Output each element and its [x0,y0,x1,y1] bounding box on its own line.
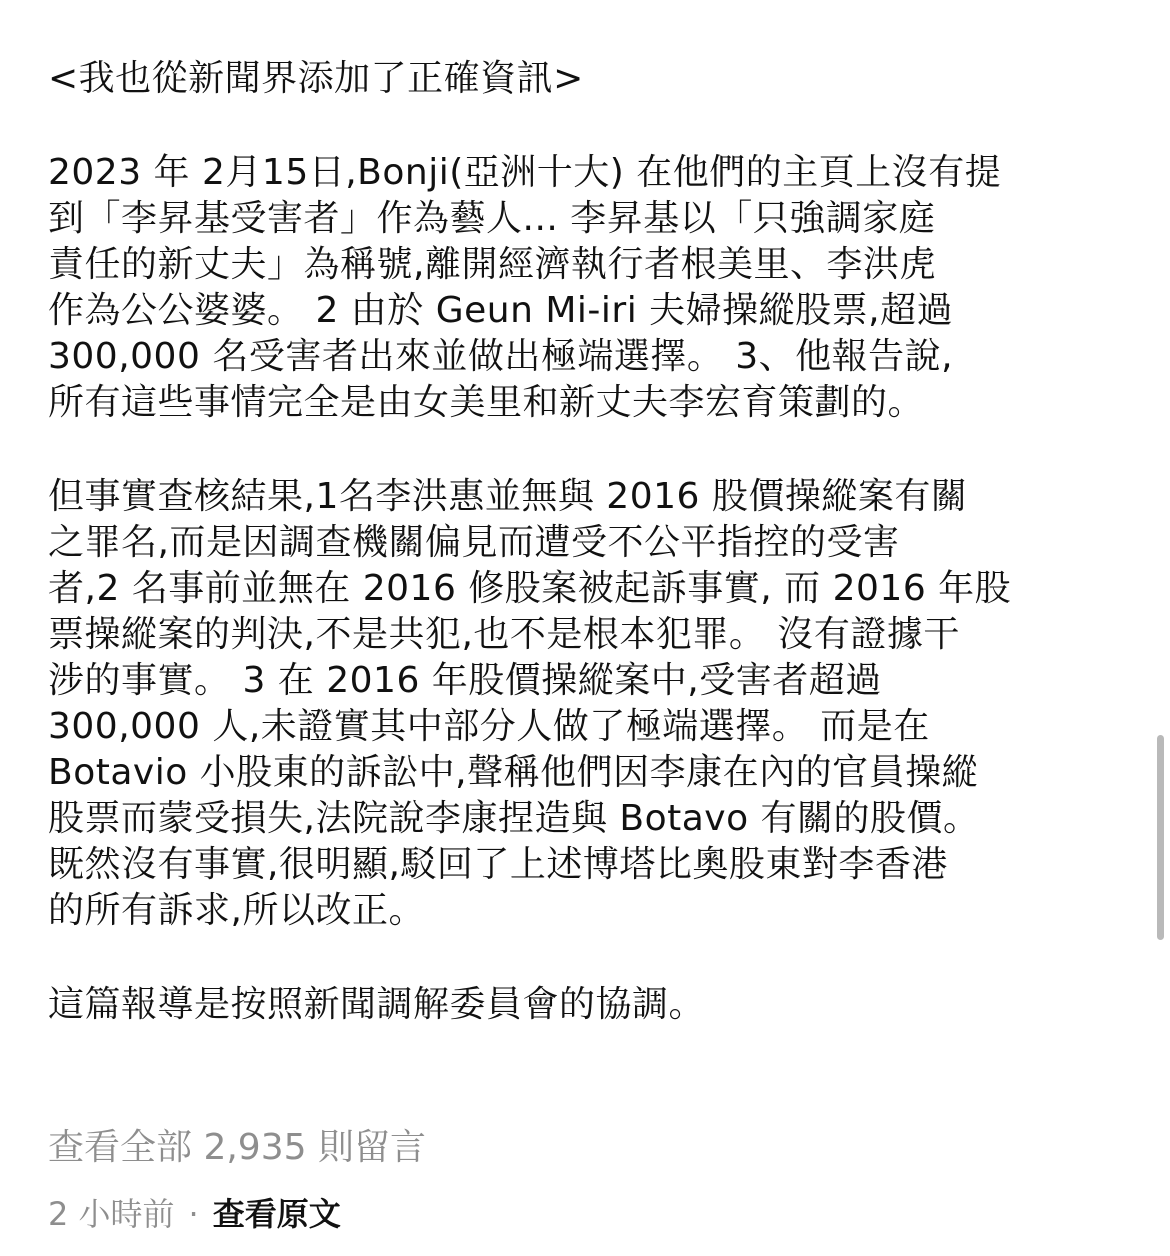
caption-heading: <我也從新聞界添加了正確資訊> [48,58,584,99]
paragraph-gap [48,102,1128,150]
caption-paragraph-2 [48,474,1128,934]
caption-line: 責任的新丈夫」為稱號,離開經濟執行者根美里、李洪虎 [48,244,936,285]
caption-line: 300,000 名受害者出來並做出極端選擇。 3、他報告說, [48,336,954,377]
caption-paragraph-1 [48,150,1128,426]
caption-line: 但事實查核結果,1名李洪惠並無與 2016 股價操縱案有關 [48,476,968,517]
caption-line: 2023 年 2月15日,Bonji(亞洲十大) 在他們的主頁上沒有提 [48,152,1002,193]
post-timestamp: 2 小時前 [48,1195,175,1233]
caption-line: 之罪名,而是因調查機關偏見而遭受不公平指控的受害 [48,522,900,563]
paragraph-gap [48,934,1128,982]
caption-line: 300,000 人,未證實其中部分人做了極端選擇。 而是在 [48,706,930,747]
caption-line: 涉的事實。 3 在 2016 年股價操縱案中,受害者超過 [48,660,882,701]
caption-line: 作為公公婆婆。 2 由於 Geun Mi-iri 夫婦操縱股票,超過 [48,290,954,331]
caption-line: 所有這些事情完全是由女美里和新丈夫李宏育策劃的。 [48,382,925,423]
caption-line: 到「李昇基受害者」作為藝人... 李昇基以「只強調家庭 [48,198,936,239]
view-all-comments-link[interactable]: 查看全部 2,935 則留言 [48,1127,426,1168]
see-original-link[interactable]: 查看原文 [212,1195,341,1233]
caption-line: 票操縱案的判決,不是共犯,也不是根本犯罪。 沒有證據干 [48,614,960,655]
post-caption [48,56,1128,1028]
caption-line: Botavio 小股東的訴訟中,聲稱他們因李康在內的官員操縱 [48,752,979,793]
post-meta [48,1190,341,1238]
caption-closing: 這篇報導是按照新聞調解委員會的協調。 [48,984,706,1025]
meta-separator: · [188,1195,199,1233]
caption-line: 既然沒有事實,很明顯,駁回了上述博塔比奧股東對李香港 [48,844,948,885]
caption-line: 的所有訴求,所以改正。 [48,890,425,931]
caption-line: 股票而蒙受損失,法院說李康捏造與 Botavo 有關的股價。 [48,798,980,839]
scrollbar-thumb[interactable] [1157,735,1164,940]
paragraph-gap [48,426,1128,474]
caption-line: 者,2 名事前並無在 2016 修股案被起訴事實, 而 2016 年股 [48,568,1012,609]
